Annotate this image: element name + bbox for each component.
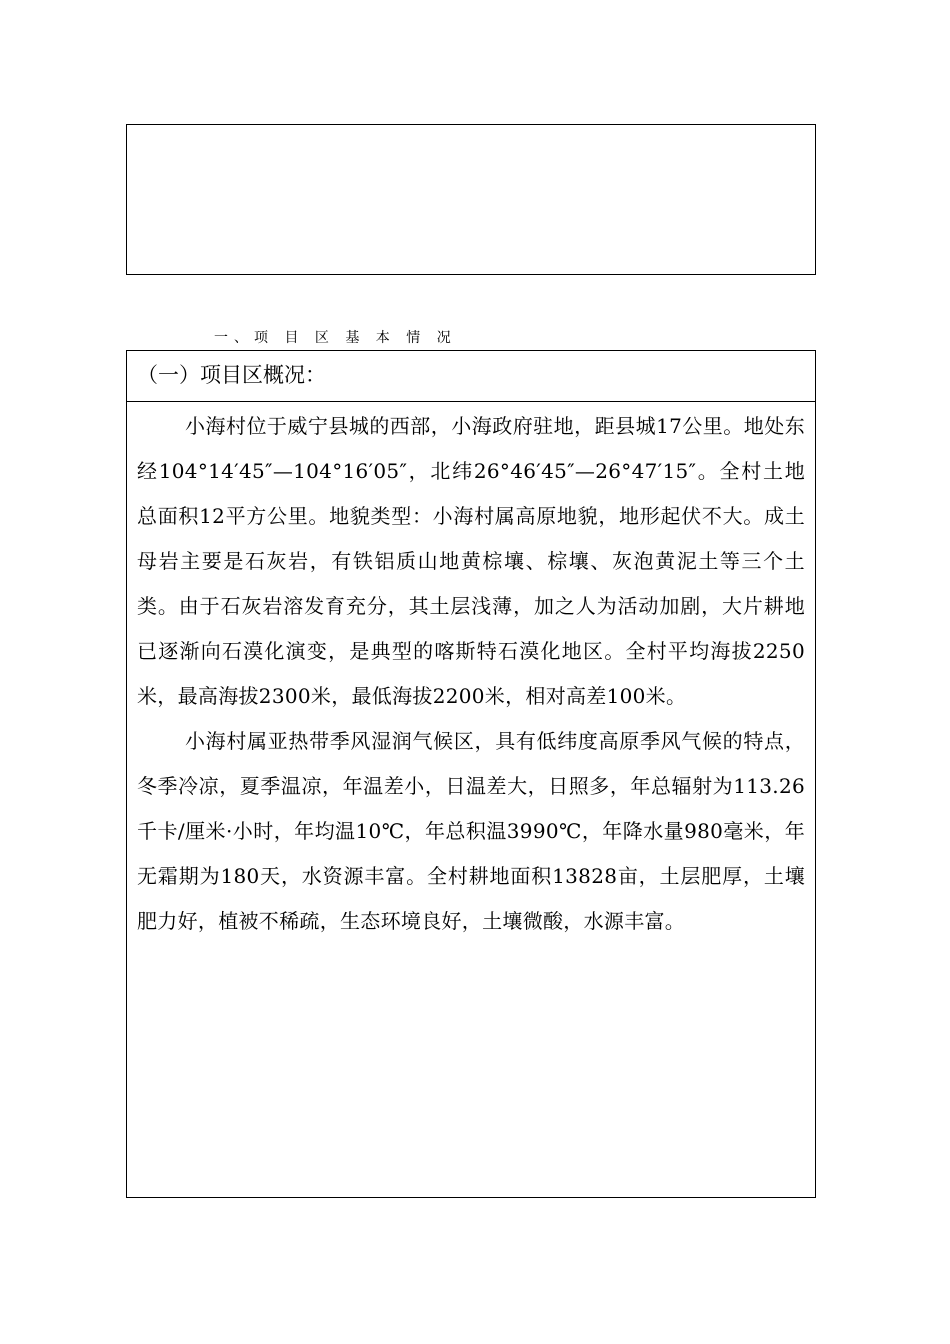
project-overview-table <box>126 350 816 1198</box>
empty-box <box>126 124 816 275</box>
body-text-container <box>127 402 815 944</box>
table-header-cell <box>127 351 816 402</box>
paragraph-location-geology: 小海村位于威宁县城的西部，小海政府驻地，距县城17公里。地处东经104°14′45″—104°16′05″，北纬26°46′45″—26°47′15″。全村土地总面积12平方公里。地貌类型：小海村属高原地貌，地形起伏不大。成土母岩主要是石灰岩，有铁铝质山地黄棕壤、棕壤、灰泡黄泥土等三个土类。由于石灰岩溶发育充分，其土层浅薄，加之人为活动加剧，大片耕地已逐渐向石漠化演变，是典型的喀斯特石漠化地区。全村平均海拔2250米，最高海拔2300米，最低海拔2200米，相对高差100米。 <box>137 414 805 708</box>
section-heading: 一、项 目 区 基 本 情 况 <box>214 330 457 346</box>
overview-heading: （一）项目区概况： <box>137 363 326 387</box>
table-body-cell <box>127 402 816 1198</box>
table-header-row <box>127 351 816 402</box>
table-body-row <box>127 402 816 1198</box>
paragraph-climate: 小海村属亚热带季风湿润气候区，具有低纬度高原季风气候的特点，冬季冷凉，夏季温凉，年温差小，日温差大，日照多，年总辐射为113.26千卡/厘米·小时，年均温10℃，年总积温3990℃，年降水量980毫米，年无霜期为180天，水资源丰富。全村耕地面积13828亩，土层肥厚，土壤肥力好，植被不稀疏，生态环境良好，土壤微酸，水源丰富。 <box>137 729 805 933</box>
